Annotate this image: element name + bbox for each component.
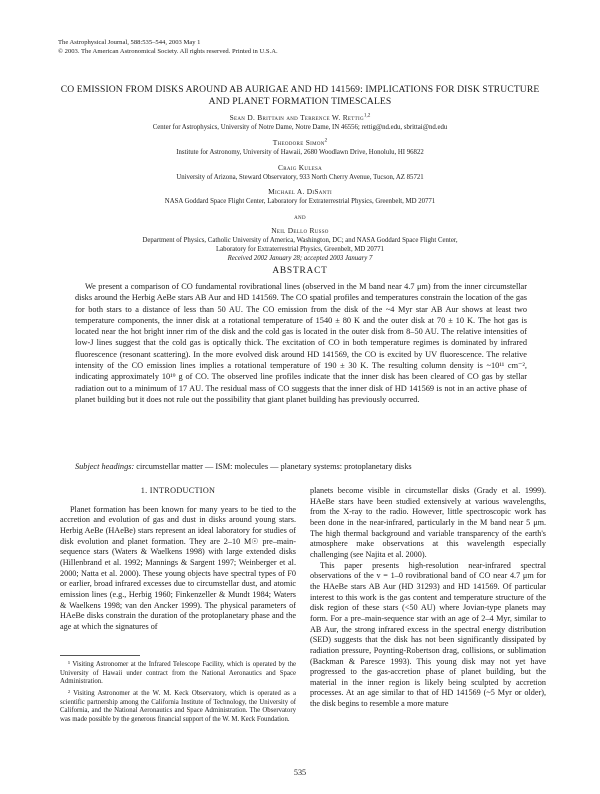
intro-paragraph-2: This paper presents high-resolution near-infrared spectral observations of the v = 1–0 rovibrational band of CO near 4.7 μm for the HAeBe stars AB Aur (HD 31293) and HD 141569. Of particular interest to this work is the gas content and temperature structure of the disk region of these stars (<50 AU) where Jovian-type planets may form. For a pre–main-sequence star with an age of 2–4 Myr, similar to AB Aur, the strong infrared excess in the spectral energy distribution (SED) suggests that the disk has not been significantly dissipated by radiation pressure, Poynting-Robertson drag, collisions, or sublimation (Backman & Paresce 1993). This young disk may not yet have progressed to the gas-accretion phase of planet building, but the material in the inner region is likely being sculpted by accretion processes. At an age similar to that of HD 141569 (~5 Myr or older), the disk begins to resemble a more mature	[310, 560, 546, 709]
section-heading-introduction: 1. INTRODUCTION	[140, 486, 216, 495]
author-names: Craig Kulesa	[277, 163, 323, 172]
author-names: Sean D. Brittain and Terrence W. Rettig	[229, 113, 364, 122]
intro-paragraph-1: Planet formation has been known for many years to be tied to the accretion and evolution of gas and dust in disks around young stars. Herbig AeBe (HAeBe) stars represent an ideal laboratory for studies of disk evolution and planet formation. They are 2–10 M☉ pre–main-sequence stars (Waters & Waelkens 1998) with large extended disks (Hillenbrand et al. 1992; Mannings & Sargent 1997; Weinberger et al. 2000; Natta et al. 2000). These young objects have spectral types of F0 or earlier, broad infrared excesses due to circumstellar dust, and atomic emission lines (e.g., Herbig 1960; Finkenzeller & Mundt 1984; Waters & Waelkens 1998; van den Ancker 1999). The physical parameters of HAeBe disks constrain the duration of the protoplanetary phase and the age at which the signatures of	[60, 504, 296, 631]
author-footnote-marks: 1,2	[363, 112, 371, 119]
right-column	[310, 486, 546, 710]
page-number: 535	[293, 768, 307, 777]
footnote-rule	[60, 655, 140, 656]
intro-paragraph-1-continued: planets become visible in circumstellar disks (Grady et al. 1999). HAeBe stars have been studied extensively at various wavelengths, from the X-ray to the radio. However, little spectroscopic work has been done in the near-infrared, particularly in the M band near 5 μm. The high thermal background and variable transparency of the earth's atmosphere make observations at this wavelength especially challenging (see Najita et al. 2000).	[310, 486, 546, 559]
affiliation-3: University of Arizona, Steward Observatory, 933 North Cherry Avenue, Tucson, AZ 85721	[176, 174, 424, 181]
author-names: Michael A. DiSanti	[268, 187, 332, 196]
paper-title: CO EMISSION FROM DISKS AROUND AB AURIGAE AND HD 141569: IMPLICATIONS FOR DISK STRUCTURE AND PLANET FORMATION TIMESCALES	[60, 84, 540, 107]
footnote-1: ¹ Visiting Astronomer at the Infrared Telescope Facility, which is operated by the University of Hawaii under contract from the National Aeronautics and Space Administration.	[60, 661, 296, 686]
left-column	[60, 486, 296, 633]
copyright-line: © 2003. The American Astronomical Society. All rights reserved. Printed in U.S.A.	[58, 48, 278, 55]
abstract-text: We present a comparison of CO fundamental rovibrational lines (observed in the M band near 4.7 μm) from the inner circumstellar disks around the Herbig AeBe stars AB Aur and HD 141569. The CO spatial profiles and temperatures constrain the location of the gas for both stars to a distance of less than 50 AU. The CO emission from the disk of the ~4 Myr star AB Aur shows at least two temperature components, the inner disk at a rotational temperature of 1540 ± 80 K and the outer disk at 70 ± 10 K. The hot gas is located near the hot bright inner rim of the disk and the cold gas is located in the outer disk from 8–50 AU. The relative intensities of low-J lines suggest that the cold gas is optically thick. The excitation of CO in both temperature regimes is dominated by infrared fluorescence (resonant scattering). In the more evolved disk around HD 141569, the CO is excited by UV fluorescence. The relative intensity of the CO emission lines implies a rotational temperature of 190 ± 30 K. The resulting column density is ~10¹¹ cm⁻², indicating approximately 10¹⁹ g of CO. The observed line profiles indicate that the inner disk has been cleared of CO gas by stellar radiation out to a minimum of 17 AU. The residual mass of CO suggests that the inner disk of HD 141569 is not in an active phase of planet building but it does not rule out the possibility that giant planet building has previously occurred.	[75, 282, 527, 404]
author-names: Theodore Simon	[272, 138, 325, 147]
footnote-2: ² Visiting Astronomer at the W. M. Keck Observatory, which is operated as a scientific partnership among the California Institute of Technology, the University of California, and the National Aeronautics and Space Administration. The Observatory was made possible by the generous financial support of the W. M. Keck Foundation.	[60, 690, 296, 723]
author-line-5	[40, 226, 560, 235]
received-dates: Received 2002 January 28; accepted 2003 January 7	[227, 255, 373, 262]
author-line-1	[40, 113, 560, 122]
author-names: Neil Dello Russo	[271, 226, 329, 235]
affiliation-5-line-2: Laboratory for Extraterrestrial Physics, Greenbelt, MD 20771	[216, 246, 384, 253]
author-footnote-marks: 2	[324, 137, 328, 144]
author-line-2	[40, 138, 560, 147]
author-line-3	[40, 163, 560, 172]
subject-headings-list: circumstellar matter — ISM: molecules — planetary systems: protoplanetary disks	[136, 462, 412, 471]
subject-headings	[75, 461, 527, 472]
affiliation-4: NASA Goddard Space Flight Center, Laboratory for Extraterrestrial Physics, Greenbelt, MD 20771	[164, 198, 436, 205]
journal-header: The Astrophysical Journal, 588:535–544, 2003 May 1	[58, 39, 201, 46]
affiliation-1: Center for Astrophysics, University of Notre Dame, Notre Dame, IN 46556; rettig@nd.edu, sbrittai@nd.edu	[152, 124, 448, 131]
affiliation-2: Institute for Astronomy, University of Hawaii, 2680 Woodlawn Drive, Honolulu, HI 96822	[176, 149, 424, 156]
affiliation-5-line-1: Department of Physics, Catholic University of America, Washington, DC; and NASA Goddard Space Flight Center,	[142, 237, 458, 244]
and-separator: and	[294, 212, 306, 221]
subject-headings-label: Subject headings:	[75, 462, 135, 471]
author-line-4	[40, 187, 560, 196]
abstract-heading: ABSTRACT	[272, 266, 328, 276]
